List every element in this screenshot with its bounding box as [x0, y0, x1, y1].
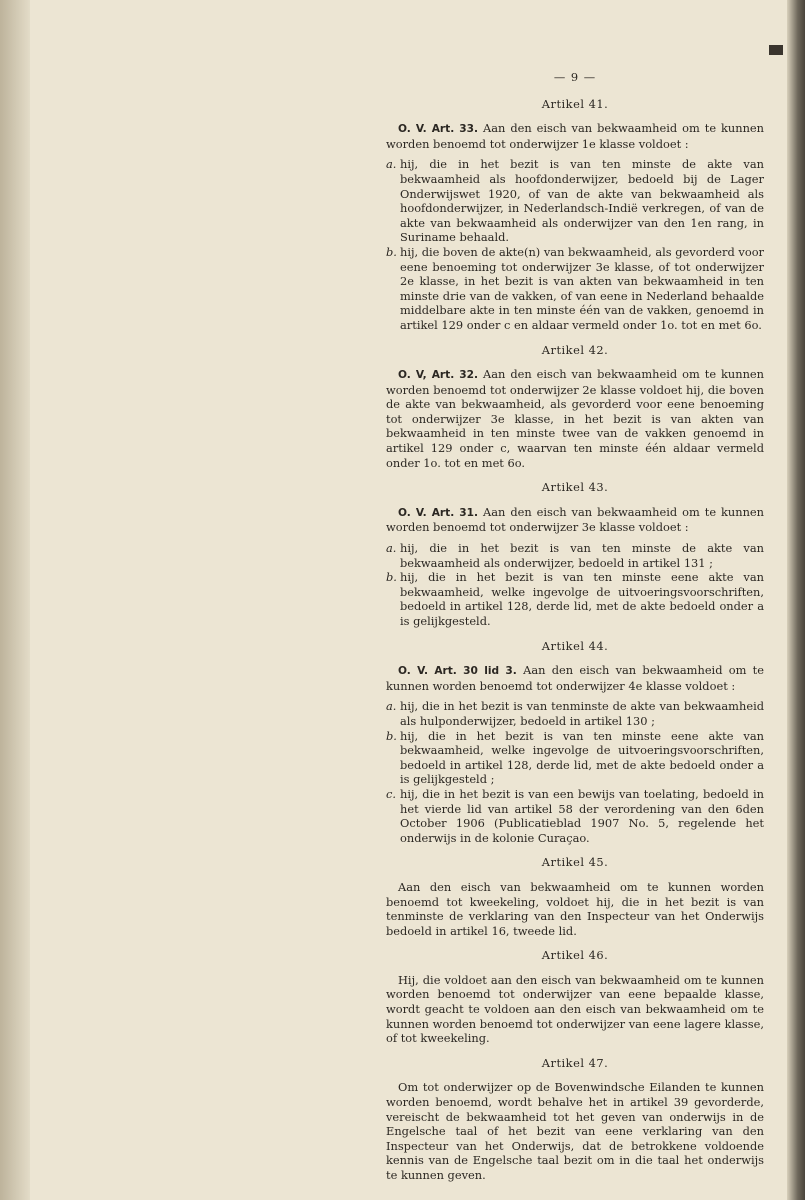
list-item-label: b. — [386, 570, 397, 585]
article — [386, 639, 764, 846]
scan-edge — [787, 0, 805, 1200]
list-item-text: hij, die in het bezit is van een bewijs van toelating, bedoeld in het vierde lid van artikel 58 der verordening van den 6den October 1906 (Publicatieblad 1907 No. 5, regelende het onderwijs in de kolonie Curaçao. — [400, 786, 764, 845]
article — [386, 948, 764, 1046]
article-text: Om tot onderwijzer op de Bovenwindsche Eilanden te kunnen worden benoemd, wordt behalve het in artikel 39 gevorderde, vereischt de bekwaamheid tot het geven van onderwijs in de Engelsche taal of het bezit van eene verklaring van den Inspecteur van het Onderwijs, dat de betrokkene voldoende kennis van de Engelsche taal bezit om in die taal het onderwijs te kunnen geven. — [386, 1080, 764, 1182]
article-intro — [386, 505, 764, 535]
list-item-text: hij, die in het bezit is van ten minste de akte van bekwaamheid als onderwijzer, bedoeld in artikel 131 ; — [400, 541, 764, 570]
list-item-label: a. — [386, 541, 397, 556]
article-intro — [386, 367, 764, 470]
page-number: — 9 — — [553, 70, 597, 84]
list-item — [386, 729, 764, 787]
article-heading: Artikel 42. — [541, 342, 609, 357]
article-text: Aan den eisch van bekwaamheid om te kunnen worden benoemd tot kweekeling, voldoet hij, die in het bezit is van tenminste de verklaring van den Inspecteur van het Onderwijs bedoeld in artikel 16, tweede lid. — [386, 879, 764, 938]
list-item-label: a. — [386, 699, 397, 714]
article-text: Aan den eisch van bekwaamheid om te kunnen worden benoemd tot onderwijzer 3e klasse voldoet : — [386, 504, 765, 535]
article-text: Hij, die voldoet aan den eisch van bekwaamheid om te kunnen worden benoemd tot onderwijzer van eene bepaalde klasse, wordt geacht te voldoen aan den eisch van bekwaamheid om te kunnen worden benoemd tot onderwijzer van eene lagere klasse, of tot kweekeling. — [386, 972, 764, 1046]
article-reference: O. V, Art. 32. — [398, 369, 479, 382]
article-heading: Artikel 44. — [541, 638, 609, 653]
article-heading: Artikel 47. — [541, 1055, 609, 1070]
article — [386, 343, 764, 471]
list-item — [386, 570, 764, 628]
article-heading: Artikel 41. — [541, 96, 609, 111]
article-intro — [386, 663, 764, 693]
article — [386, 97, 764, 333]
list-item — [386, 541, 764, 570]
list-item-text: hij, die in het bezit is van ten minste de akte van bekwaamheid als hoofdonderwijzer, bedoeld bij de Lager Onderwijswet 1920, of van de akte van bekwaamheid als hoofdonderwijzer, in Nederlandsch-Indië verkregen, of van de akte van bekwaamheid als onderwijzer van den 1en rang, in Suriname behaald. — [400, 157, 764, 245]
list-item-text: hij, die in het bezit is van ten minste eene akte van bekwaamheid, welke ingevolge de uitvoeringsvoorschriften, bedoeld in artikel 128, derde lid, met de akte bedoeld onder a is gelijkgesteld. — [400, 570, 764, 628]
document-page — [386, 70, 764, 1193]
article-text: Aan den eisch van bekwaamheid om te kunnen worden benoemd tot onderwijzer 4e klasse voldoet : — [386, 663, 765, 693]
article-text: Aan den eisch van bekwaamheid om te kunnen worden benoemd tot onderwijzer 2e klasse voldoet hij, die boven de akte van bekwaamheid, als gevorderd voor eene benoeming tot onderwijzer 3e klasse, in het bezit is van akten van bekwaamheid in ten minste twee van de vakken genoemd in artikel 129 onder c, waarvan ten minste één aldaar vermeld onder 1o. tot en met 6o. — [386, 367, 765, 470]
list-item-label: b. — [386, 244, 397, 259]
article-reference: O. V. Art. 30 lid 3. — [398, 665, 517, 678]
article-text: Aan den eisch van bekwaamheid om te kunnen worden benoemd tot onderwijzer 1e klasse voldoet : — [386, 121, 765, 151]
list-item-label: c. — [386, 786, 397, 801]
list-item — [386, 245, 764, 333]
article-reference: O. V. Art. 33. — [398, 123, 479, 136]
list-item-label: a. — [386, 157, 397, 172]
list-item-label: b. — [386, 728, 397, 743]
list-item — [386, 699, 764, 728]
scan-marker — [769, 45, 783, 55]
left-page-margin — [0, 0, 30, 1200]
article — [386, 1056, 764, 1183]
article-heading: Artikel 46. — [541, 948, 609, 963]
article-intro — [386, 121, 764, 151]
article — [386, 480, 764, 628]
list-item-text: hij, die in het bezit is van ten minste eene akte van bekwaamheid, welke ingevolge de uitvoeringsvoorschriften, bedoeld in artikel 128, derde lid, met de akte bedoeld onder a is gelijkgesteld ; — [400, 728, 764, 787]
article — [386, 855, 764, 938]
article-reference: O. V. Art. 31. — [398, 506, 479, 519]
list-item — [386, 787, 764, 845]
list-item-text: hij, die boven de akte(n) van bekwaamheid, als gevorderd voor eene benoeming tot onderwijzer 3e klasse, of tot onderwijzer 2e klasse, in het bezit is van akten van bekwaamheid in ten minste drie van de vakken, of van eene in Nederland behaalde middelbare akte in ten minste één van de vakken, genoemd in artikel 129 onder c en aldaar vermeld onder 1o. tot en met 6o. — [400, 244, 764, 332]
article-heading: Artikel 45. — [541, 855, 609, 870]
list-item-text: hij, die in het bezit is van tenminste de akte van bekwaamheid als hulponderwijzer, bedoeld in artikel 130 ; — [400, 699, 764, 728]
article-heading: Artikel 43. — [541, 480, 609, 495]
list-item — [386, 157, 764, 245]
